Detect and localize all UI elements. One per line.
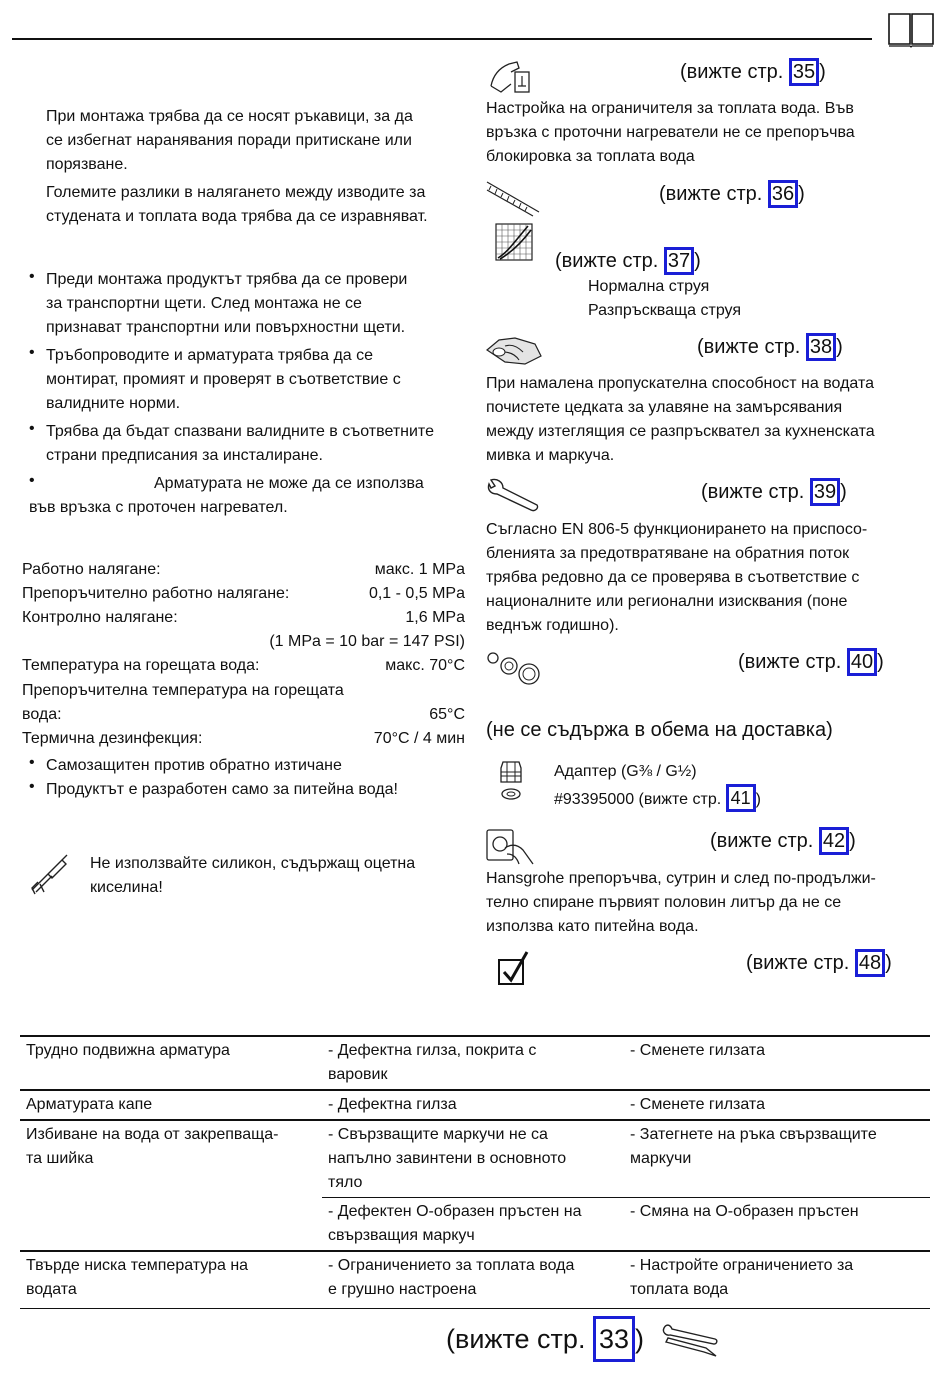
text-line: използва като питейна вода. (486, 918, 699, 935)
checkbox-icon (497, 950, 531, 988)
page-link-42[interactable]: 42 (819, 827, 849, 855)
text-line: трябва редовно да се проверява в съответствие с (486, 569, 860, 586)
spec-value: 65°C (429, 706, 465, 723)
not-included-heading: (не се съдържа в обема на доставка) (486, 719, 833, 741)
strainer-cleaning-note (486, 372, 875, 468)
spec-label: вода: (22, 706, 62, 723)
remedy-cell (624, 1120, 930, 1198)
see-label: (вижте стр. (555, 250, 659, 272)
text-line: Големите разлики в налягането между изводите за (46, 184, 426, 201)
text-line: Настройка на ограничителя за топлата вода. Във (486, 100, 854, 117)
paren: ) (798, 183, 805, 205)
text-line: телно спиране първият половин литър да не се (486, 894, 842, 911)
cause-cell (322, 1120, 624, 1198)
spec-label: Работно налягане: (22, 561, 161, 578)
paren: ) (840, 481, 847, 503)
text-line: Арматурата не може да се използва (154, 475, 424, 492)
spec-row (22, 582, 465, 606)
spec-row (22, 558, 465, 582)
cell-text: - Настройте ограничението за (630, 1257, 854, 1274)
spec-row (22, 606, 465, 630)
spec-label: Термична дезинфекция: (22, 730, 203, 747)
page-link-41[interactable]: 41 (726, 784, 756, 812)
page-link-33[interactable]: 33 (593, 1316, 635, 1362)
paren: ) (836, 336, 843, 358)
pressure-note (46, 181, 428, 229)
paren: ) (634, 1324, 644, 1354)
scale-ruler-icon (485, 178, 541, 218)
list-item: • Преди монтажа продуктът трябва да се провери за транспортни щети. След монтажа не се признават транспортни или повърхностни щети. (46, 268, 434, 340)
text-line: Не използвайте силикон, съдържащ оцетна (90, 855, 416, 872)
text-line: признават транспортни или повърхностни щети. (46, 319, 406, 336)
see-label: (вижте стр. (738, 651, 842, 673)
safety-bullets (29, 268, 434, 520)
remedy-cell (624, 1090, 930, 1120)
cell-text: - Дефектен О-образен пръстен на (328, 1203, 582, 1220)
text-line: Самозащитен против обратно изтичане (46, 757, 342, 774)
problem-cell (20, 1036, 322, 1090)
page-link-37[interactable]: 37 (664, 247, 694, 275)
spec-value: (1 MPa = 10 bar = 147 PSI) (269, 633, 465, 650)
text-line: мивка и маркуча. (486, 447, 615, 464)
text-line: Hansgrohe препоръчва, сутрин и след по-продължи- (486, 870, 876, 887)
table-row (20, 1198, 930, 1252)
table-row (20, 1251, 930, 1309)
text-line: Нормална струя (588, 278, 710, 295)
cause-cell (322, 1036, 624, 1090)
text-line: Тръбопроводите и арматурата трябва да се (46, 347, 374, 364)
problem-cell (20, 1198, 322, 1252)
text-line: веднъж годишно). (486, 617, 619, 634)
paren: ) (819, 61, 826, 83)
cell-text: варовик (328, 1066, 388, 1083)
wrench-screwdriver-icon (660, 1322, 720, 1358)
remedy-cell (624, 1036, 930, 1090)
page-link-40[interactable]: 40 (847, 648, 877, 676)
spec-value: макс. 1 MPa (374, 561, 465, 578)
cell-text: - Затегнете на ръка свързващите (630, 1126, 877, 1143)
text-line: При монтажа трябва да се носят ръкавици, за да (46, 108, 413, 125)
thermostat-hand-icon (487, 56, 533, 96)
problem-cell (20, 1090, 322, 1120)
cell-text: тяло (328, 1174, 363, 1191)
paren: ) (694, 250, 701, 272)
list-item: • Тръбопроводите и арматурата трябва да се монтират, промият и проверят в съответствие с валидните норми. (46, 344, 434, 416)
text-line: Продуктът е разработен само за питейна вода! (46, 781, 398, 798)
see-label: (вижте стр. (680, 61, 784, 83)
text-line: валидните норми. (46, 395, 181, 412)
cell-text: - Дефектна гилза (328, 1096, 457, 1113)
silicone-gun-icon (26, 852, 70, 896)
adapter-info (554, 760, 761, 812)
cell-text: свързващия маркуч (328, 1227, 475, 1244)
hot-water-limiter-note (486, 97, 855, 169)
see-label: (вижте стр. (659, 183, 763, 205)
text-line: Съгласно EN 806-5 функционирането на приспосо- (486, 521, 868, 538)
cell-text: Трудно подвижна арматура (26, 1042, 230, 1059)
page-link-36[interactable]: 36 (768, 180, 798, 208)
text-line: Разпръскваща струя (588, 302, 742, 319)
backflow-check-note (486, 518, 867, 638)
text-line: между изтеглящия се разпръсквател за кухненската (486, 423, 875, 440)
page-ref-35 (680, 58, 826, 86)
paren: ) (755, 791, 761, 808)
page-ref-42 (710, 827, 856, 855)
page-link-35[interactable]: 35 (789, 58, 819, 86)
see-label: (вижте стр. (697, 336, 801, 358)
spec-label: Препоръчително работно налягане: (22, 585, 290, 602)
see-label: (вижте стр. (746, 952, 850, 974)
wrench-icon (485, 478, 543, 514)
cell-text: Арматурата капе (26, 1096, 153, 1113)
cell-text: Избиване на вода от закрепваща- (26, 1126, 279, 1143)
hand-knob-icon (485, 824, 537, 866)
spec-row (22, 630, 465, 654)
text-line: почистете цедката за улавяне на замърсявания (486, 399, 843, 416)
jet-types (588, 275, 741, 323)
list-item: • Продуктът е разработен само за питейна вода! (46, 778, 398, 802)
text-line: При намалена пропускателна способност на водата (486, 375, 874, 392)
text-line: страни предписания за инсталиране. (46, 447, 323, 464)
table-row (20, 1120, 930, 1198)
text-line: се избегнат наранявания поради притискане или (46, 132, 412, 149)
see-label: (вижте стр. (701, 481, 805, 503)
cell-text: напълно завинтени в основното (328, 1150, 567, 1167)
text-line: киселина! (90, 879, 163, 896)
page-ref-48 (746, 949, 892, 977)
cell-text: - Смяна на О-образен пръстен (630, 1203, 859, 1220)
spec-value: 70°C / 4 мин (373, 730, 465, 747)
spec-value: 1,6 MPa (405, 609, 465, 626)
cell-text: - Дефектна гилза, покрита с (328, 1042, 537, 1059)
page-ref-38 (697, 333, 843, 361)
cell-text: - Свързващите маркучи не са (328, 1126, 548, 1143)
cell-text: топлата вода (630, 1281, 729, 1298)
spec-row (22, 679, 465, 703)
hand-cleaning-icon (485, 330, 543, 368)
spec-row (22, 727, 465, 751)
cell-text: - Сменете гилзата (630, 1096, 765, 1113)
drinking-water-note (486, 867, 876, 939)
table-row (20, 1036, 930, 1090)
spec-label: Контролно налягане: (22, 609, 178, 626)
cell-text: - Сменете гилзата (630, 1042, 765, 1059)
cell-text: - Ограничението за топлата вода (328, 1257, 575, 1274)
page-link-48[interactable]: 48 (855, 949, 885, 977)
cause-cell (322, 1251, 624, 1309)
cell-text: маркучи (630, 1150, 692, 1167)
text-line: студената и топлата вода трябва да се изравняват. (46, 208, 428, 225)
cell-text: е грушно настроена (328, 1281, 477, 1298)
cell-text: водата (26, 1281, 77, 1298)
page-ref-40 (738, 648, 884, 676)
spec-label: Температура на горещата вода: (22, 657, 260, 674)
hose-parts-icon (485, 648, 545, 688)
text-line: порязване. (46, 156, 128, 173)
page-link-38[interactable]: 38 (806, 333, 836, 361)
text-line: във връзка с проточен нагревател. (29, 499, 288, 516)
spec-row (22, 654, 465, 678)
silicone-warning (90, 852, 415, 900)
text-line: монтират, промият и проверят в съответствие с (46, 371, 401, 388)
text-line: бленията за предотвратяване на обратния поток (486, 545, 850, 562)
text-line: Трябва да бъдат спазвани валидните в съответните (46, 423, 434, 440)
adapter-name: Адаптер (G⅜ / G½) (554, 763, 697, 780)
cause-cell (322, 1198, 624, 1252)
spec-value: макс. 70°C (385, 657, 465, 674)
text-line: Преди монтажа продуктът трябва да се провери (46, 271, 408, 288)
gloves-note (46, 105, 413, 177)
page-ref-36 (659, 180, 805, 208)
adapter-number: #93395000 (вижте стр. (554, 791, 722, 808)
table-row (20, 1090, 930, 1120)
book-icon (886, 10, 936, 48)
page-ref-37 (555, 247, 701, 275)
see-label: (вижте стр. (446, 1324, 586, 1354)
troubleshooting-table (20, 1035, 930, 1309)
cell-text: та шийка (26, 1150, 94, 1167)
cause-cell (322, 1090, 624, 1120)
paren: ) (885, 952, 892, 974)
spec-bullets (29, 754, 398, 802)
remedy-cell (624, 1198, 930, 1252)
spec-label: Препоръчителна температура на горещата (22, 682, 344, 699)
text-line: връзка с проточни нагреватели не се препоръчва (486, 124, 855, 141)
text-line: блокировка за топлата вода (486, 148, 695, 165)
list-item: • Арматурата не може да се използва във връзка с проточен нагревател. (46, 472, 434, 520)
page-link-39[interactable]: 39 (810, 478, 840, 506)
adapter-icon (497, 758, 525, 804)
list-item: • Трябва да бъдат спазвани валидните в съответните страни предписания за инсталиране. (46, 420, 434, 468)
page-ref-39 (701, 478, 847, 506)
cell-text: Твърде ниска температура на (26, 1257, 249, 1274)
see-label: (вижте стр. (710, 830, 814, 852)
paren: ) (849, 830, 856, 852)
problem-cell (20, 1120, 322, 1198)
problem-cell (20, 1251, 322, 1309)
remedy-cell (624, 1251, 930, 1309)
spec-row (22, 703, 465, 727)
text-line: за транспортни щети. След монтажа не се (46, 295, 362, 312)
flow-graph-icon (494, 222, 534, 262)
list-item: • Самозащитен против обратно изтичане (46, 754, 398, 778)
paren: ) (877, 651, 884, 673)
text-line: националните или регионални изисквания (поне (486, 593, 848, 610)
page-ref-33 (446, 1316, 644, 1362)
header-rule (12, 38, 872, 40)
spec-value: 0,1 - 0,5 MPa (368, 585, 465, 602)
